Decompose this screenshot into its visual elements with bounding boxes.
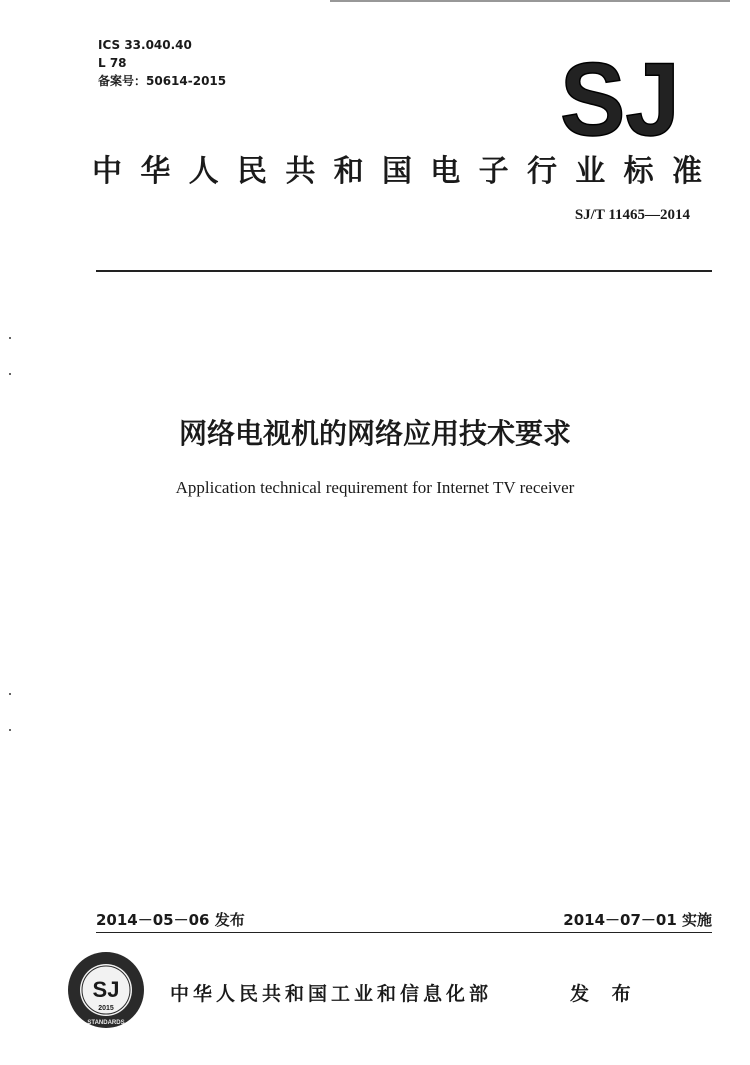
scan-speck (9, 729, 11, 731)
issue-date: 2014－05－06 发布 (96, 911, 245, 929)
issuing-body-title-char: 准 (671, 154, 702, 189)
seal-letters: SJ (92, 977, 120, 1002)
issuing-body-title-char: 标 (623, 154, 654, 189)
issuing-body-title-char: 行 (526, 154, 557, 189)
registration-number: 备案号：50614-2015 (98, 74, 227, 88)
scan-speck (9, 693, 11, 695)
ics-code: ICS 33.040.40 (98, 38, 192, 52)
issuing-body-title-char: 人 (188, 154, 219, 189)
issuing-body-title (92, 146, 702, 190)
seal-band-text: STANDARDS (87, 1020, 125, 1026)
issuing-body-title-char: 业 (575, 154, 606, 189)
issuing-body-title-char: 电 (430, 154, 461, 189)
footer-divider (96, 932, 712, 933)
issuing-body-title-char: 民 (236, 154, 267, 189)
publish-label: 发 布 (570, 983, 639, 1005)
standard-number: SJ/T 11465—2014 (574, 207, 690, 223)
implementation-date: 2014－07－01 实施 (563, 911, 712, 929)
scan-artifact-line (330, 0, 730, 2)
scan-speck (9, 337, 11, 339)
issuing-body-title-char: 中 (92, 154, 122, 189)
scan-speck (9, 373, 11, 375)
document-title-en: Application technical requirement for Internet TV receiver (175, 478, 575, 497)
ccs-code: L 78 (98, 56, 127, 70)
issuing-ministry: 中华人民共和国工业和信息化部 (170, 983, 493, 1005)
issuing-body-title-char: 国 (381, 154, 412, 189)
standards-seal-icon (66, 950, 146, 1030)
sj-logo (558, 55, 682, 141)
issuing-body-title-char: 子 (478, 154, 509, 189)
header-divider (96, 270, 712, 272)
seal-year: 2015 (98, 1005, 114, 1012)
issuing-body-title-char: 和 (333, 154, 364, 189)
sj-logo-text: SJ (560, 55, 680, 141)
document-title-cn: 网络电视机的网络应用技术要求 (178, 417, 571, 450)
issuing-body-title-char: 华 (140, 154, 171, 189)
issuing-body-title-char: 共 (285, 154, 316, 189)
